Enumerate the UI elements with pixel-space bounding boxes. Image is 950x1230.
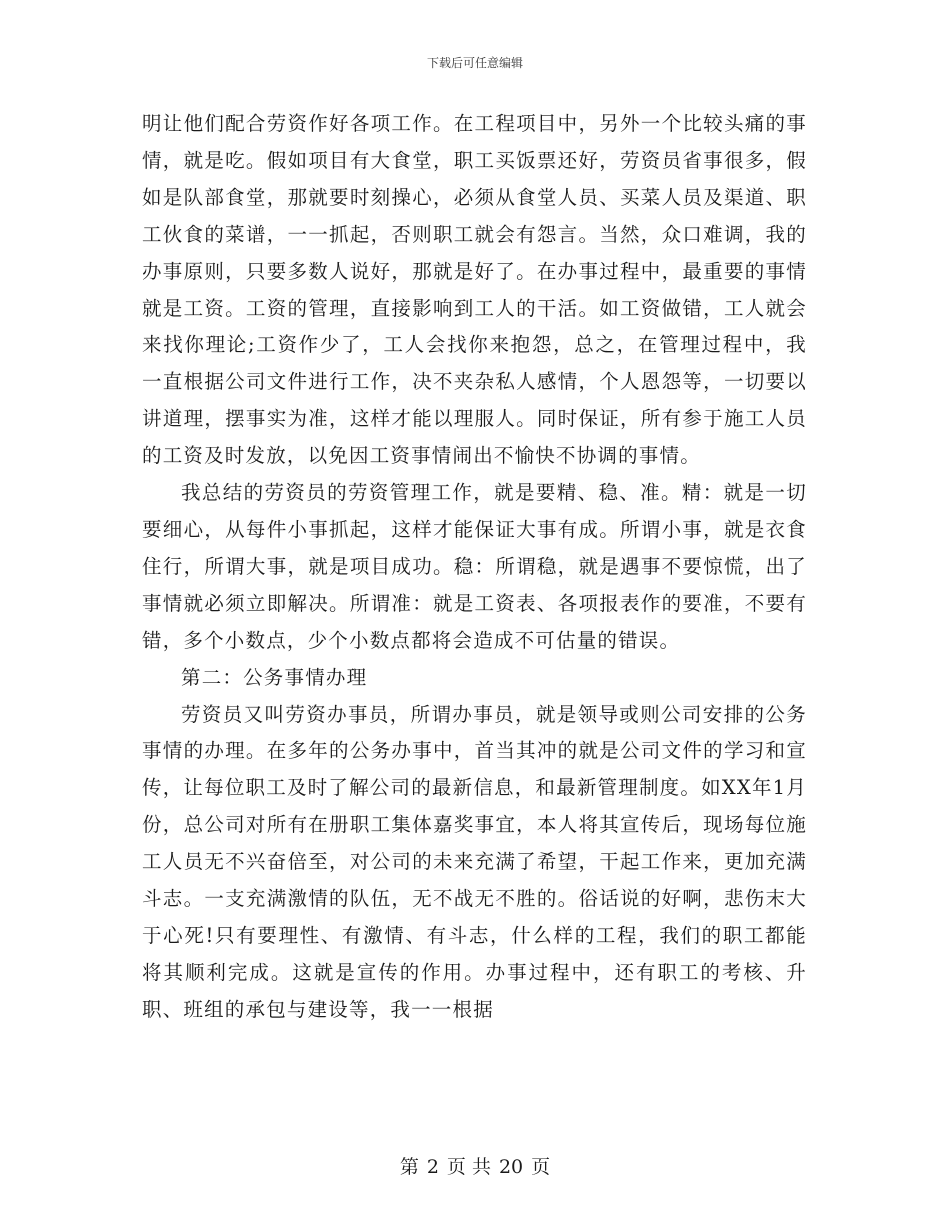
footer-prefix: 第 bbox=[399, 1156, 419, 1178]
paragraph-2: 我总结的劳资员的劳资管理工作，就是要精、稳、准。精：就是一切要细心，从每件小事抓起，这样才能保证大事有成。所谓小事，就是衣食住行，所谓大事，就是项目成功。稳：所谓稳，就是遇事不要惊慌，出了事情就必须立即解决。所谓准：就是工资表、各项报表作的要准，不要有错，多个小数点，少个小数点都将会造成不可估量的错误。 bbox=[142, 481, 807, 652]
page-footer bbox=[0, 1152, 950, 1179]
page-number: 2 bbox=[426, 1156, 439, 1178]
footer-suffix: 页 bbox=[531, 1156, 551, 1178]
page-header: 下载后可任意编辑 bbox=[426, 56, 523, 70]
section-heading: 第二：公务事情办理 bbox=[181, 665, 368, 689]
footer-middle: 页 共 bbox=[446, 1156, 491, 1178]
document-body bbox=[142, 106, 807, 1029]
page-total: 20 bbox=[498, 1156, 524, 1178]
paragraph-3: 劳资员又叫劳资办事员，所谓办事员，就是领导或则公司安排的公务事情的办理。在多年的公务办事中，首当其冲的就是公司文件的学习和宣传，让每位职工及时了解公司的最新信息，和最新管理制度。如XX年1月份，总公司对所有在册职工集体嘉奖事宜，本人将其宣传后，现场每位施工人员无不兴奋倍至，对公司的未来充满了希望，干起工作来，更加充满斗志。一支充满激情的队伍，无不战无不胜的。俗话说的好啊，悲伤末大于心死!只有要理性、有激情、有斗志，什么样的工程，我们的职工都能将其顺利完成。这就是宣传的作用。办事过程中，还有职工的考核、升职、班组的承包与建设等，我一一根据 bbox=[142, 702, 807, 1021]
paragraph-1: 明让他们配合劳资作好各项工作。在工程项目中，另外一个比较头痛的事情，就是吃。假如项目有大食堂，职工买饭票还好，劳资员省事很多，假如是队部食堂，那就要时刻操心，必须从食堂人员、买菜人员及渠道、职工伙食的菜谱，一一抓起，否则职工就会有怨言。当然，众口难调，我的办事原则，只要多数人说好，那就是好了。在办事过程中，最重要的事情就是工资。工资的管理，直接影响到工人的干活。如工资做错，工人就会来找你理论;工资作少了，工人会找你来抱怨，总之，在管理过程中，我一直根据公司文件进行工作，决不夹杂私人感情，个人恩怨等，一切要以讲道理，摆事实为准，这样才能以理服人。同时保证，所有参于施工人员的工资及时发放，以免因工资事情闹出不愉快不协调的事情。 bbox=[142, 112, 807, 468]
